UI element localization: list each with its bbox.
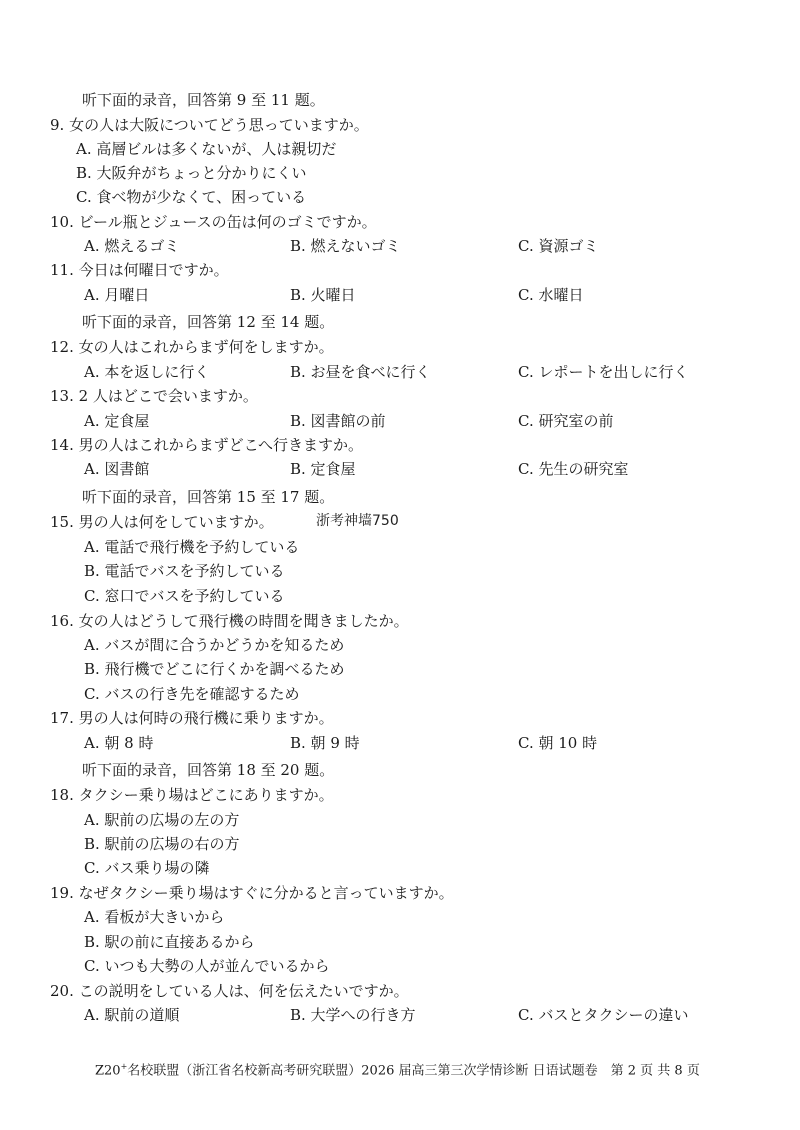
question-16-option-a: A. バスが間に合うかどうかを知るため xyxy=(84,636,345,654)
question-9: 9. 女の人は大阪についてどう思っていますか。 xyxy=(50,116,369,134)
question-13: 13. 2 人はどこで会いますか。 xyxy=(50,387,258,405)
question-13-option-c: C. 研究室の前 xyxy=(518,412,614,430)
question-18-option-b: B. 駅前の広場の右の方 xyxy=(84,835,240,853)
instruction-15-17: 听下面的录音，回答第 15 至 17 题。 xyxy=(82,488,335,506)
question-19-option-a: A. 看板が大きいから xyxy=(84,908,225,926)
question-9-option-b: B. 大阪弁がちょっと分かりにくい xyxy=(76,164,307,182)
question-20-option-c: C. バスとタクシーの違い xyxy=(518,1006,689,1024)
question-11-option-b: B. 火曜日 xyxy=(290,286,356,304)
question-19-option-c: C. いつも大勢の人が並んでいるから xyxy=(84,957,330,975)
footer-brand: Z20 xyxy=(95,1063,121,1079)
page-footer xyxy=(95,1058,700,1080)
question-9-option-a: A. 高層ビルは多くないが、人は親切だ xyxy=(76,140,337,158)
question-18-option-a: A. 駅前の広場の左の方 xyxy=(84,811,240,829)
question-17: 17. 男の人は何時の飛行機に乗りますか。 xyxy=(50,709,334,727)
question-19: 19. なぜタクシー乗り場はすぐに分かると言っていますか。 xyxy=(50,884,454,902)
question-14: 14. 男の人はこれからまずどこへ行きますか。 xyxy=(50,436,364,454)
question-19-option-b: B. 駅の前に直接あるから xyxy=(84,933,255,951)
instruction-12-14: 听下面的录音，回答第 12 至 14 题。 xyxy=(82,313,335,331)
question-16-option-c: C. バスの行き先を確認するため xyxy=(84,685,300,703)
question-10-option-c: C. 資源ゴミ xyxy=(518,237,599,255)
question-20: 20. この説明をしている人は、何を伝えたいですか。 xyxy=(50,982,409,1000)
question-20-option-a: A. 駅前の道順 xyxy=(84,1006,180,1024)
question-13-option-a: A. 定食屋 xyxy=(84,412,150,430)
question-11-option-a: A. 月曜日 xyxy=(84,286,150,304)
instruction-18-20: 听下面的录音，回答第 18 至 20 题。 xyxy=(82,761,335,779)
question-13-option-b: B. 図書館の前 xyxy=(290,412,386,430)
question-17-option-c: C. 朝 10 時 xyxy=(518,734,598,752)
question-10: 10. ビール瓶とジュースの缶は何のゴミですか。 xyxy=(50,213,377,231)
question-16-option-b: B. 飛行機でどこに行くかを調べるため xyxy=(84,660,345,678)
question-10-option-b: B. 燃えないゴミ xyxy=(290,237,401,255)
question-10-option-a: A. 燃えるゴミ xyxy=(84,237,180,255)
question-12-option-b: B. お昼を食べに行く xyxy=(290,363,431,381)
question-15-option-a: A. 電話で飛行機を予約している xyxy=(84,538,300,556)
question-9-option-c: C. 食べ物が少なくて、困っている xyxy=(76,188,307,206)
question-15: 15. 男の人は何をしていますか。 xyxy=(50,513,274,531)
question-16: 16. 女の人はどうして飛行機の時間を聞きましたか。 xyxy=(50,612,409,630)
question-11: 11. 今日は何曜日ですか。 xyxy=(50,261,229,279)
question-15-option-b: B. 電話でバスを予約している xyxy=(84,562,285,580)
question-18-option-c: C. バス乗り場の隣 xyxy=(84,859,210,877)
footer-text: 名校联盟（浙江省名校新高考研究联盟）2026 届高三第三次学情诊断 日语试题卷 第 2 页 共 8 页 xyxy=(127,1063,700,1079)
question-20-option-b: B. 大学への行き方 xyxy=(290,1006,416,1024)
question-14-option-b: B. 定食屋 xyxy=(290,460,356,478)
footer-brand-plus: + xyxy=(120,1062,128,1071)
question-11-option-c: C. 水曜日 xyxy=(518,286,584,304)
question-17-option-b: B. 朝 9 時 xyxy=(290,734,360,752)
instruction-9-11: 听下面的录音，回答第 9 至 11 题。 xyxy=(82,91,325,109)
question-12-option-a: A. 本を返しに行く xyxy=(84,363,210,381)
watermark-text: 浙考神墙750 xyxy=(316,513,399,529)
question-18: 18. タクシー乗り場はどこにありますか。 xyxy=(50,786,334,804)
question-17-option-a: A. 朝 8 時 xyxy=(84,734,154,752)
question-12: 12. 女の人はこれからまず何をしますか。 xyxy=(50,338,334,356)
question-14-option-c: C. 先生の研究室 xyxy=(518,460,629,478)
question-12-option-c: C. レポートを出しに行く xyxy=(518,363,689,381)
question-15-option-c: C. 窓口でバスを予約している xyxy=(84,587,285,605)
question-14-option-a: A. 図書館 xyxy=(84,460,150,478)
